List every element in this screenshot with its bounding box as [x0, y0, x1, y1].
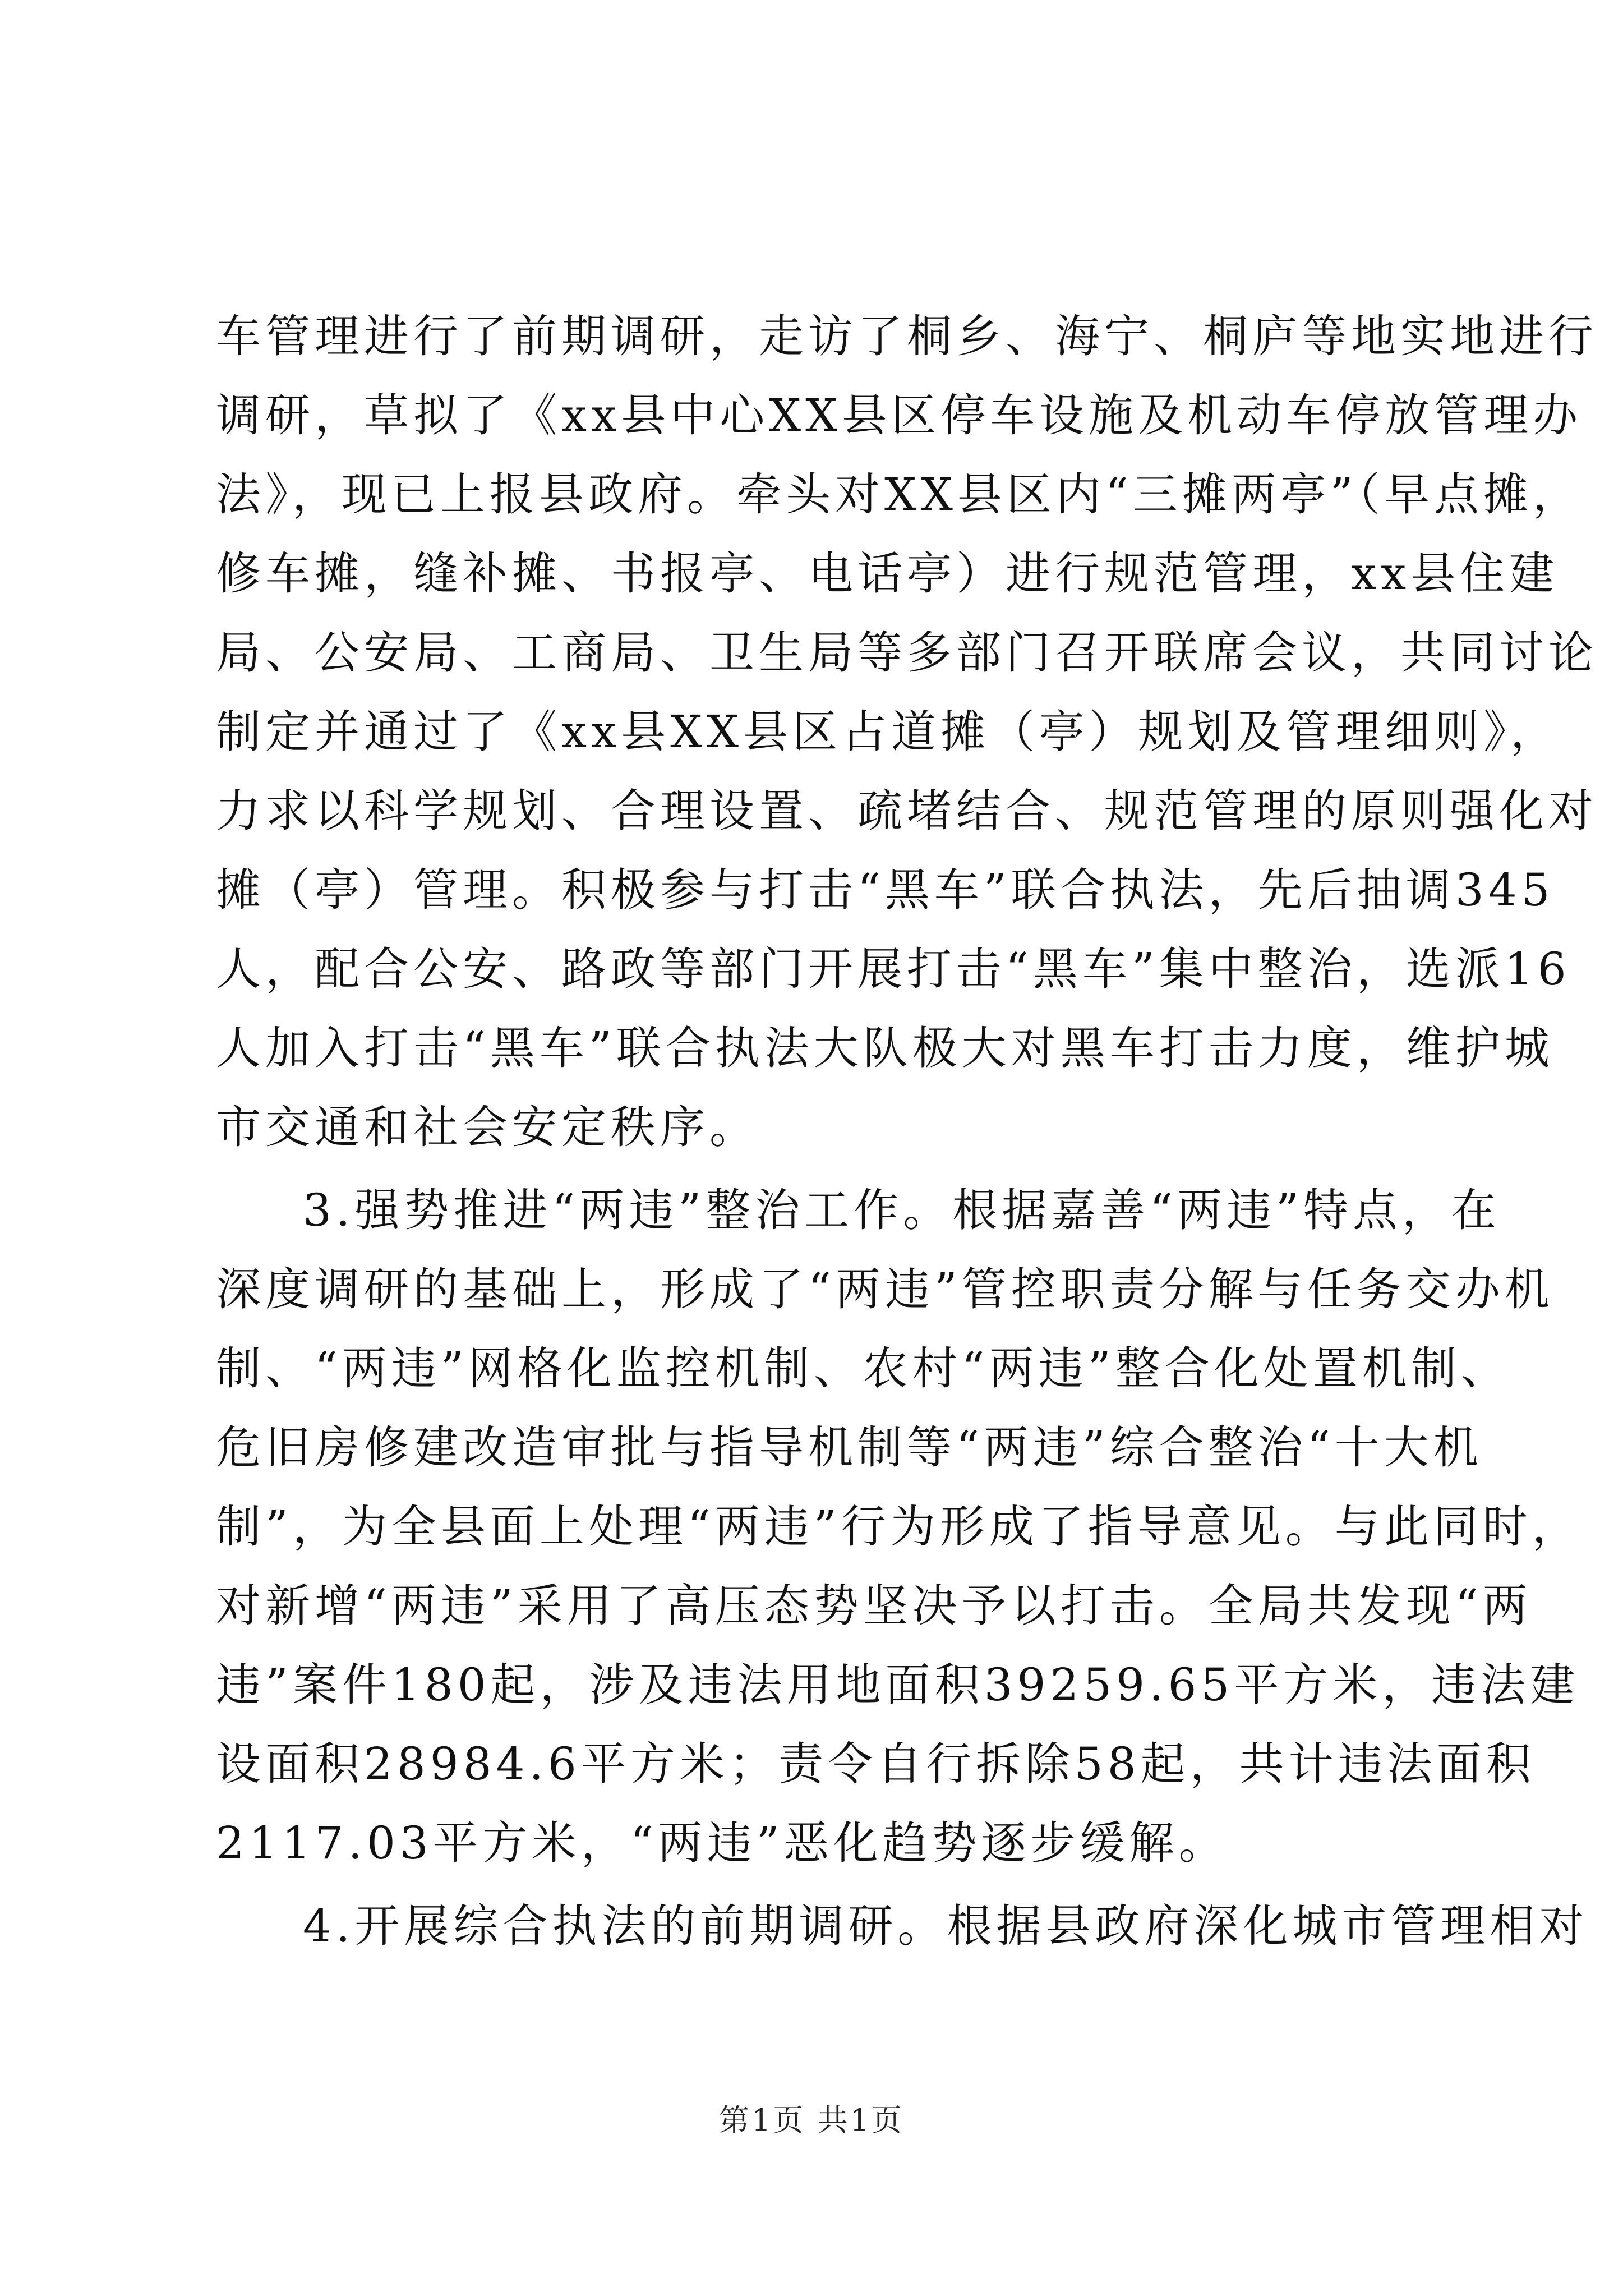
text-line-15: 危旧房修建改造审批与指导机制等“两违”综合整治“十大机 [216, 1421, 1483, 1474]
page-footer: 第1页 共1页 [719, 2102, 904, 2138]
text-line-17: 对新增“两违”采用了高压态势坚决予以打击。全局共发现“两 [216, 1580, 1532, 1632]
text-line-3: 法》，现已上报县政府。牵头对XX县区内“三摊两亭”（早点摊， [216, 468, 1582, 521]
text-line-20: 2117.03平方米，“两违”恶化趋势逐步缓解。 [216, 1817, 1228, 1869]
text-line-13: 深度调研的基础上，形成了“两违”管控职责分解与任务交办机 [216, 1263, 1554, 1315]
text-line-16: 制”，为全县面上处理“两违”行为形成了指导意见。与此同时， [216, 1501, 1581, 1553]
text-line-10: 人加入打击“黑车”联合执法大队极大对黑车打击力度，维护城 [216, 1022, 1554, 1074]
text-line-14: 制、“两违”网格化监控机制、农村“两违”整合化处置机制、 [216, 1342, 1510, 1395]
text-line-2: 调研，草拟了《xx县中心XX县区停车设施及机动车停放管理办 [216, 389, 1583, 441]
text-line-1: 车管理进行了前期调研，走访了桐乡、海宁、桐庐等地实地进行 [216, 310, 1598, 362]
text-line-12: 3.强势推进“两违”整治工作。根据嘉善“两违”特点，在 [303, 1184, 1501, 1236]
text-line-19: 设面积28984.6平方米；责令自行拆除58起，共计违法面积 [216, 1738, 1536, 1790]
text-line-21: 4.开展综合执法的前期调研。根据县政府深化城市管理相对 [303, 1900, 1589, 1952]
text-line-9: 人，配合公安、路政等部门开展打击“黑车”集中整治，选派16 [216, 943, 1571, 995]
text-line-11: 市交通和社会安定秩序。 [216, 1101, 759, 1153]
text-line-7: 力求以科学规划、合理设置、疏堵结合、规范管理的原则强化对 [216, 785, 1598, 837]
text-line-18: 违”案件180起，涉及违法用地面积39259.65平方米，违法建 [216, 1659, 1580, 1711]
text-line-4: 修车摊，缝补摊、书报亭、电话亭）进行规范管理，xx县住建 [216, 547, 1559, 600]
text-line-5: 局、公安局、工商局、卫生局等多部门召开联席会议，共同讨论 [216, 627, 1598, 679]
text-line-8: 摊（亭）管理。积极参与打击“黑车”联合执法，先后抽调345 [216, 864, 1555, 916]
text-line-6: 制定并通过了《xx县XX县区占道摊（亭）规划及管理细则》， [216, 706, 1560, 758]
